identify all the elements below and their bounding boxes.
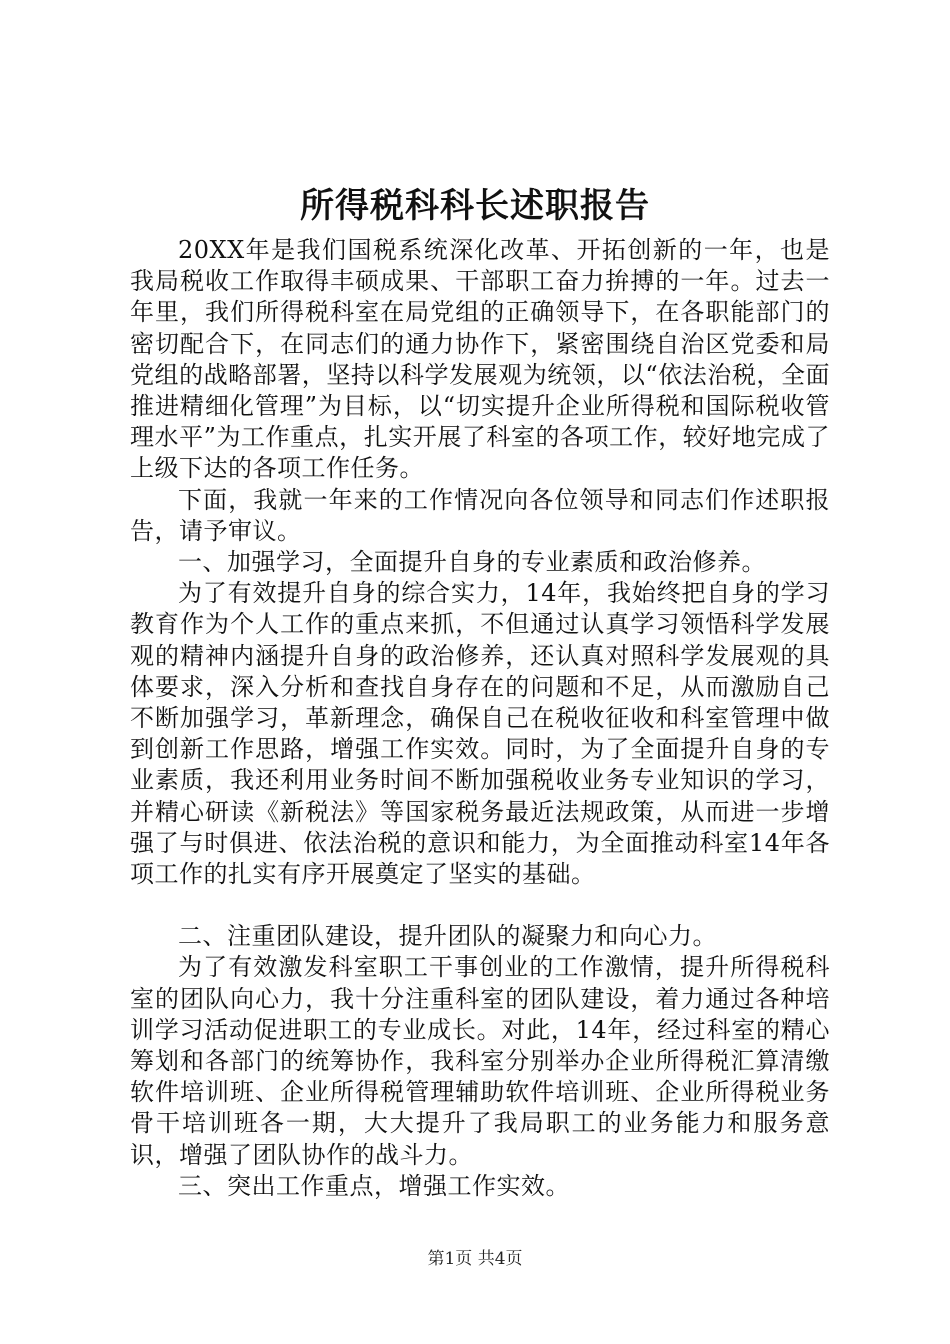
section-heading-3: 三、突出工作重点，增强工作实效。 — [178, 1171, 570, 1200]
page-title: 所得税科科长述职报告 — [300, 186, 650, 226]
section-heading-1: 一、加强学习，全面提升自身的专业素质和政治修养。 — [178, 548, 766, 577]
paragraph-intro: 20XX年是我们国税系统深化改革、开拓创新的一年，也是我局税收工作取得丰硕成果、干部职工奋力拚搏的一年。过去一年里，我们所得税科室在局党组的正确领导下，在各职能部门的密切配合下，在同志们的通力协作下，紧密围绕自治区党委和局党组的战略部署，坚持以科学发展观为统领，以“依法治税，全面推进精细化管理”为目标，以“切实提升企业所得税和国际税收管理水平”为工作重点，扎实开展了科室的各项工作，较好地完成了上级下达的各项工作任务。 — [130, 236, 830, 483]
paragraph-section-1: 为了有效提升自身的综合实力，14年，我始终把自身的学习教育作为个人工作的重点来抓，不但通过认真学习领悟科学发展观的精神内涵提升自身的政治修养，还认真对照科学发展观的具体要求，深入分析和查找自身存在的问题和不足，从而激励自己不断加强学习，革新理念，确保自己在税收征收和科室管理中做到创新工作思路，增强工作实效。同时，为了全面提升自身的专业素质，我还利用业务时间不断加强税收业务专业知识的学习，并精心研读《新税法》等国家税务最近法规政策，从而进一步增强了与时俱进、依法治税的意识和能力，为全面推动科室14年各项工作的扎实有序开展奠定了坚实的基础。 — [130, 579, 830, 889]
paragraph-section-2: 为了有效激发科室职工干事创业的工作激情，提升所得税科室的团队向心力，我十分注重科室的团队建设，着力通过各种培训学习活动促进职工的专业成长。对此，14年，经过科室的精心筹划和各部门的统筹协作，我科室分别举办企业所得税汇算清缴软件培训班、企业所得税管理辅助软件培训班、企业所得税业务骨干培训班各一期，大大提升了我局职工的业务能力和服务意识，增强了团队协作的战斗力。 — [130, 953, 830, 1169]
document-body — [130, 235, 830, 1202]
page-footer: 第1页 共4页 — [427, 1249, 523, 1269]
paragraph-report-notice: 下面，我就一年来的工作情况向各位领导和同志们作述职报告，请予审议。 — [130, 485, 830, 545]
section-heading-2: 二、注重团队建设，提升团队的凝聚力和向心力。 — [178, 922, 717, 951]
